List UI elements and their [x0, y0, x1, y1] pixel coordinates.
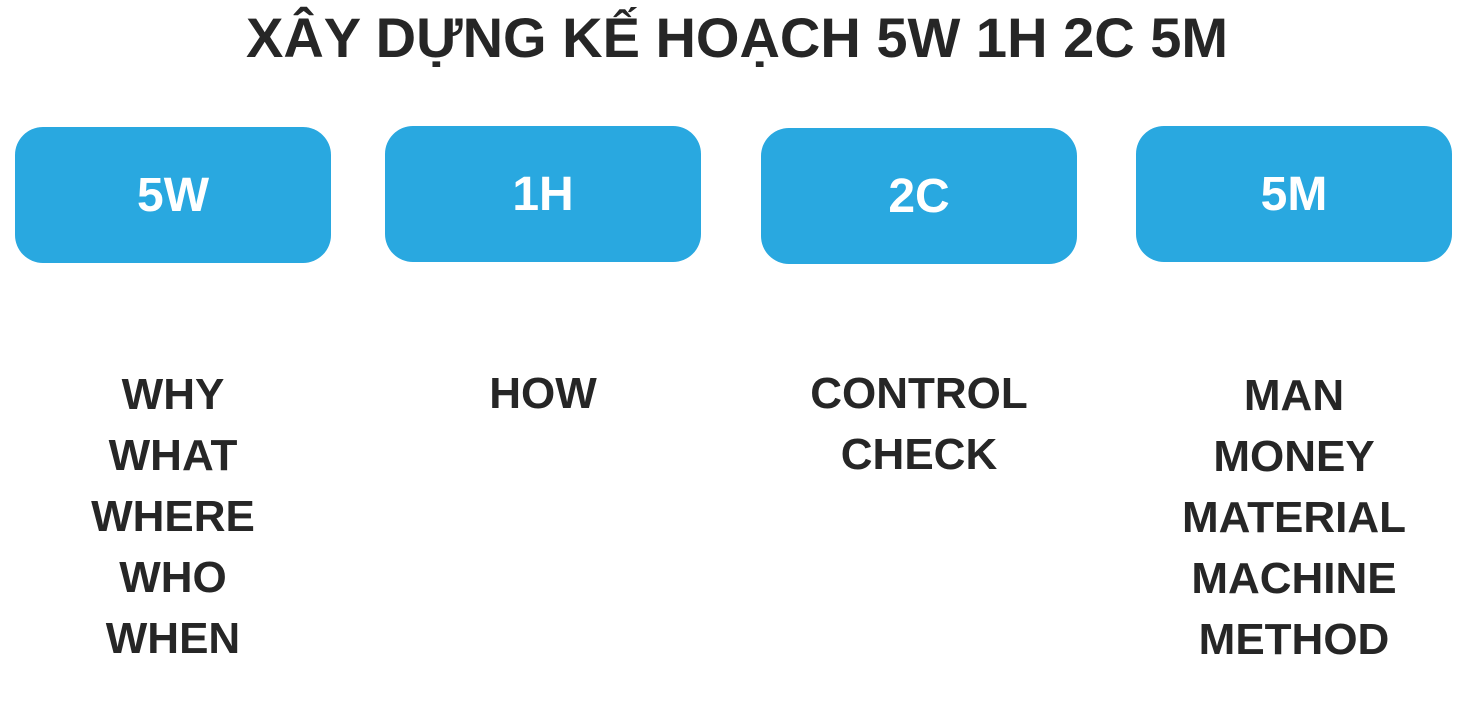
list-item: WHAT — [108, 431, 238, 480]
list-item: MACHINE — [1191, 554, 1397, 603]
list-item: MATERIAL — [1181, 493, 1407, 542]
list-item: HOW — [489, 369, 597, 418]
list-1h — [385, 363, 701, 424]
page-title: XÂY DỰNG KẾ HOẠCH 5W 1H 2C 5M — [245, 6, 1229, 69]
list-item: CONTROL — [810, 369, 1028, 418]
list-item: WHY — [121, 370, 225, 419]
list-item: WHO — [119, 553, 227, 602]
header-box-5w — [15, 127, 331, 263]
header-box-2c — [761, 128, 1077, 264]
list-5w — [15, 364, 331, 669]
list-item: WHERE — [91, 492, 255, 541]
list-5m — [1136, 365, 1452, 670]
header-box-label: 5M — [1260, 167, 1328, 221]
header-box-5m — [1136, 126, 1452, 262]
list-item: MAN — [1243, 371, 1345, 420]
list-item: CHECK — [840, 430, 998, 479]
header-box-1h — [385, 126, 701, 262]
header-box-label: 1H — [512, 167, 574, 221]
list-2c — [761, 363, 1077, 485]
list-item: MONEY — [1213, 432, 1375, 481]
header-box-label: 2C — [888, 169, 950, 223]
header-box-label: 5W — [137, 168, 209, 222]
list-item: WHEN — [105, 614, 241, 663]
list-item: METHOD — [1198, 615, 1390, 664]
